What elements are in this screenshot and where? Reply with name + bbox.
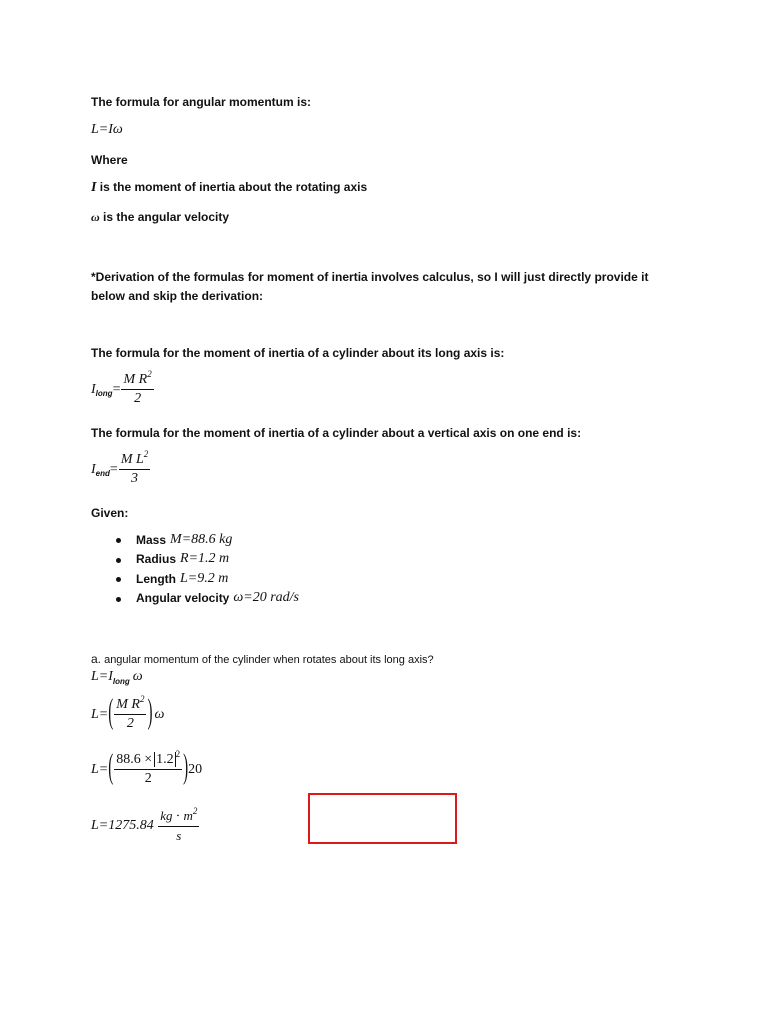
definition-inertia — [91, 180, 367, 196]
long-axis-subscript: long — [95, 389, 113, 398]
step-3-rhs: 20 — [188, 761, 203, 777]
derivation-note-line-2: below and skip the derivation: — [91, 289, 264, 303]
step-2-rhs: ω — [154, 706, 165, 722]
step-1-lhs: L=I — [91, 669, 113, 684]
end-axis-numerator: M L — [120, 452, 144, 467]
step-3-fraction — [114, 749, 182, 787]
step-3-abs-value: 1.2 — [156, 752, 174, 767]
part-a-letter: a. — [91, 652, 102, 666]
end-axis-denominator: 3 — [131, 471, 139, 486]
part-a-step-2 — [91, 694, 165, 732]
long-axis-fraction — [121, 369, 153, 407]
long-axis-numerator: M R — [123, 372, 148, 387]
long-axis-denominator: 2 — [134, 391, 142, 406]
bullet-icon — [116, 558, 121, 563]
end-axis-numerator-exponent: 2 — [143, 449, 149, 459]
given-item-label: Length — [136, 571, 176, 586]
unit-numerator: kg ⋅ m — [160, 808, 193, 823]
bullet-icon — [116, 597, 121, 602]
part-a-step-3 — [91, 749, 203, 787]
red-highlight-box — [308, 793, 457, 844]
end-axis-heading: The formula for the moment of inertia of a cylinder about a vertical axis on one end is: — [91, 426, 582, 440]
inertia-definition-text: is the moment of inertia about the rotating axis — [96, 180, 368, 194]
step-3-denominator: 2 — [144, 771, 152, 786]
end-axis-equals: = — [109, 461, 118, 477]
unit-numerator-exponent: 2 — [192, 806, 198, 816]
given-item-value: R=1.2 m — [180, 551, 230, 567]
step-4-lhs: L=1275.84 — [91, 818, 158, 833]
result-unit-fraction — [158, 808, 199, 844]
angular-momentum-heading: The formula for angular momentum is: — [91, 95, 312, 109]
given-item-label: Angular velocity — [136, 591, 230, 606]
right-paren: ) — [147, 694, 153, 732]
long-axis-numerator-exponent: 2 — [147, 369, 152, 379]
end-axis-subscript: end — [95, 469, 110, 478]
given-item-value: L=9.2 m — [180, 570, 229, 586]
where-label: Where — [91, 153, 128, 167]
long-axis-equals: = — [112, 381, 121, 397]
step-2-lhs: L= — [91, 706, 109, 722]
step-3-exponent: 2 — [175, 749, 181, 759]
part-a-question — [91, 652, 434, 666]
long-axis-lhs: I — [91, 381, 96, 397]
step-2-numerator: M R — [116, 697, 140, 712]
end-axis-lhs: I — [91, 461, 96, 477]
given-item-label: Mass — [136, 532, 167, 547]
given-item-radius — [91, 550, 299, 570]
part-a-question-text: angular momentum of the cylinder when rotates about its long axis? — [101, 654, 434, 666]
bullet-icon — [116, 538, 121, 543]
part-a-step-1 — [91, 669, 143, 685]
omega-symbol: ω — [91, 210, 100, 224]
given-item-angular-velocity — [91, 589, 299, 609]
given-item-value: M=88.6 kg — [170, 531, 233, 547]
inertia-symbol: I — [91, 180, 97, 195]
given-item-length — [91, 569, 299, 589]
angular-momentum-formula: L=Iω — [91, 122, 123, 137]
long-axis-formula — [91, 369, 155, 407]
omega-definition-text: is the angular velocity — [99, 210, 230, 224]
left-paren: ( — [108, 694, 114, 732]
step-2-numerator-exponent: 2 — [139, 694, 145, 704]
given-item-label: Radius — [136, 552, 177, 567]
given-item-mass — [91, 530, 299, 550]
step-2-denominator: 2 — [126, 716, 134, 731]
given-label: Given: — [91, 506, 129, 520]
right-paren: ) — [183, 749, 189, 787]
given-list — [91, 530, 299, 608]
long-axis-heading: The formula for the moment of inertia of a cylinder about its long axis is: — [91, 346, 505, 360]
step-3-lhs: L= — [91, 761, 109, 777]
step-2-fraction — [114, 694, 146, 732]
step-1-rhs: ω — [132, 669, 143, 684]
part-a-step-4 — [91, 808, 200, 844]
unit-denominator: s — [176, 828, 182, 843]
definition-angular-velocity — [91, 210, 229, 225]
end-axis-fraction — [119, 449, 150, 487]
derivation-note-line-1: *Derivation of the formulas for moment of inertia involves calculus, so I will just directly provide it — [91, 270, 649, 284]
bullet-icon — [116, 577, 121, 582]
step-1-subscript: long — [112, 676, 130, 686]
left-paren: ( — [108, 749, 114, 787]
step-3-numerator: 88.6 × — [116, 752, 153, 767]
given-item-value: ω=20 rad/s — [233, 590, 299, 606]
end-axis-formula — [91, 449, 151, 487]
